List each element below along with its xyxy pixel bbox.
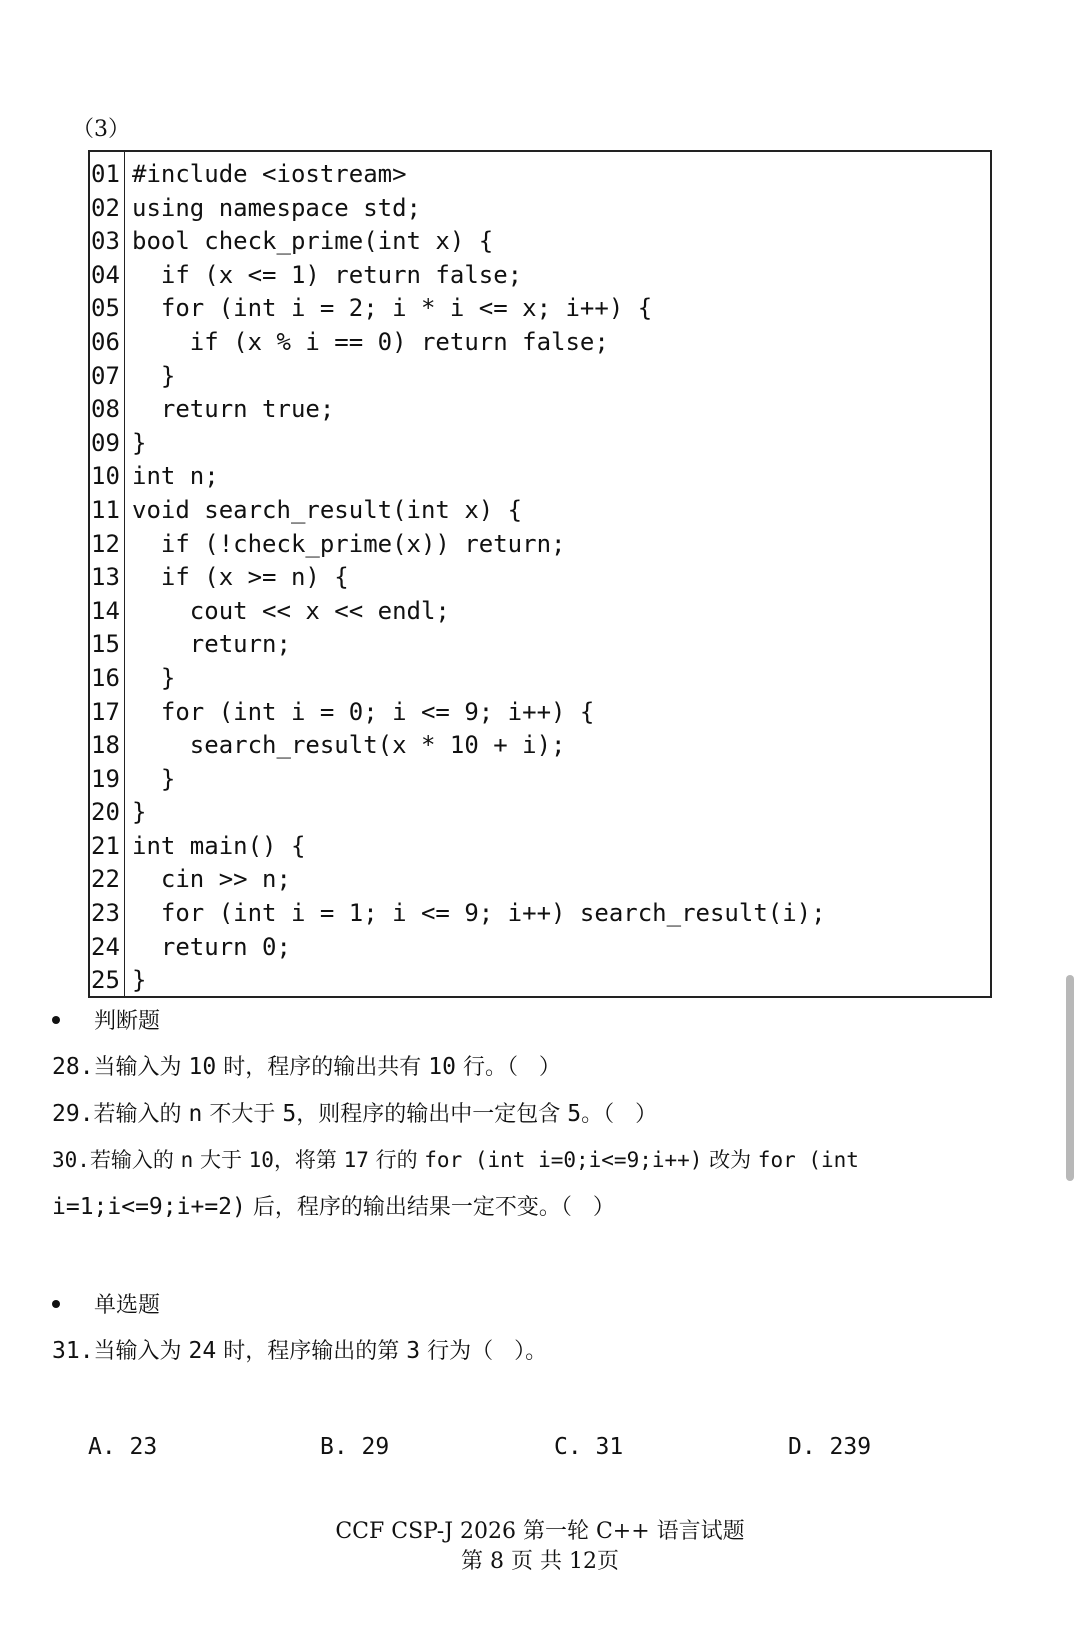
line-number: 16 xyxy=(91,663,120,692)
code-line xyxy=(90,393,990,427)
question-30: 30.若输入的 n 大于 10，将第 17 行的 for (int i=0;i<=9;i++) 改为 for (int xyxy=(52,1148,859,1172)
bullet-icon xyxy=(52,1016,60,1024)
code-lines xyxy=(90,158,990,998)
code-line xyxy=(90,729,990,763)
code-text: return; xyxy=(132,630,291,659)
code-text: void search_result(int x) { xyxy=(132,495,523,524)
code-line xyxy=(90,427,990,461)
code-text: return true; xyxy=(132,395,335,424)
line-number: 02 xyxy=(91,193,120,222)
code-line xyxy=(90,360,990,394)
line-number: 25 xyxy=(91,966,120,995)
option-a: A. 23 xyxy=(88,1434,158,1460)
bullet-icon xyxy=(52,1300,60,1308)
line-number: 19 xyxy=(91,764,120,793)
code-text: int main() { xyxy=(132,831,306,860)
line-number: 24 xyxy=(91,932,120,961)
line-number: 14 xyxy=(91,596,120,625)
line-number: 23 xyxy=(91,899,120,928)
code-line xyxy=(90,863,990,897)
code-line xyxy=(90,628,990,662)
code-text: } xyxy=(132,361,176,390)
section-heading-judge xyxy=(52,1004,160,1035)
footer-page-number: 第 8 页 共 12页 xyxy=(461,1549,619,1574)
code-line xyxy=(90,763,990,797)
line-number: 13 xyxy=(91,563,120,592)
code-line xyxy=(90,494,990,528)
code-text: bool check_prime(int x) { xyxy=(132,227,494,256)
code-line xyxy=(90,259,990,293)
line-number: 08 xyxy=(91,395,120,424)
code-line xyxy=(90,460,990,494)
line-number: 10 xyxy=(91,462,120,491)
question-30-continued: i=1;i<=9;i+=2) 后，程序的输出结果一定不变。（ ） xyxy=(52,1194,615,1220)
section-title: 单选题 xyxy=(94,1293,161,1318)
line-number: 20 xyxy=(91,798,120,827)
line-number: 07 xyxy=(91,361,120,390)
code-text: for (int i = 1; i <= 9; i++) search_result(i); xyxy=(132,899,826,928)
code-line xyxy=(90,595,990,629)
section-title: 判断题 xyxy=(94,1009,161,1034)
line-number: 17 xyxy=(91,697,120,726)
code-line xyxy=(90,326,990,360)
option-d: D. 239 xyxy=(788,1434,872,1460)
code-line xyxy=(90,528,990,562)
question-28: 28.当输入为 10 时，程序的输出共有 10 行。（ ） xyxy=(52,1054,561,1080)
code-text: if (!check_prime(x)) return; xyxy=(132,529,566,558)
code-text: } xyxy=(132,764,176,793)
question-31: 31.当输入为 24 时，程序输出的第 3 行为（ ）。 xyxy=(52,1338,548,1364)
line-number: 04 xyxy=(91,260,120,289)
code-line xyxy=(90,192,990,226)
line-number: 09 xyxy=(91,428,120,457)
code-line xyxy=(90,225,990,259)
code-text: if (x <= 1) return false; xyxy=(132,260,523,289)
code-line xyxy=(90,662,990,696)
code-line xyxy=(90,561,990,595)
question-label: （3） xyxy=(72,117,130,142)
code-line xyxy=(90,931,990,965)
code-text: if (x >= n) { xyxy=(132,563,349,592)
code-text: for (int i = 0; i <= 9; i++) { xyxy=(132,697,595,726)
line-number: 01 xyxy=(91,160,120,188)
code-text: return 0; xyxy=(132,932,291,961)
code-line xyxy=(90,696,990,730)
answer-options xyxy=(88,1434,988,1468)
line-number: 03 xyxy=(91,227,120,256)
code-text: #include <iostream> xyxy=(132,160,407,188)
line-number: 21 xyxy=(91,831,120,860)
code-text: if (x % i == 0) return false; xyxy=(132,327,609,356)
code-text: } xyxy=(132,798,147,827)
code-listing xyxy=(88,150,992,998)
code-line xyxy=(90,292,990,326)
code-text: cin >> n; xyxy=(132,865,291,894)
option-b: B. 29 xyxy=(320,1434,390,1460)
question-29: 29.若输入的 n 不大于 5，则程序的输出中一定包含 5。（ ） xyxy=(52,1101,658,1127)
line-number: 15 xyxy=(91,630,120,659)
code-line xyxy=(90,830,990,864)
code-text: using namespace std; xyxy=(132,193,421,222)
line-number: 12 xyxy=(91,529,120,558)
code-line xyxy=(90,796,990,830)
line-number: 18 xyxy=(91,731,120,760)
line-number: 22 xyxy=(91,865,120,894)
code-text: } xyxy=(132,428,147,457)
footer-title: CCF CSP-J 2026 第一轮 C++ 语言试题 xyxy=(335,1519,745,1544)
line-number: 06 xyxy=(91,327,120,356)
code-text: } xyxy=(132,966,147,995)
scrollbar-thumb[interactable] xyxy=(1066,975,1074,1181)
code-text: int n; xyxy=(132,462,219,491)
line-number: 05 xyxy=(91,294,120,323)
line-number: 11 xyxy=(91,495,120,524)
code-text: } xyxy=(132,663,176,692)
code-line xyxy=(90,158,990,192)
code-text: cout << x << endl; xyxy=(132,596,450,625)
code-line xyxy=(90,897,990,931)
code-text: for (int i = 2; i * i <= x; i++) { xyxy=(132,294,653,323)
code-text: search_result(x * 10 + i); xyxy=(132,731,566,760)
option-c: C. 31 xyxy=(554,1434,624,1460)
code-line xyxy=(90,964,990,998)
section-heading-single xyxy=(52,1288,160,1319)
